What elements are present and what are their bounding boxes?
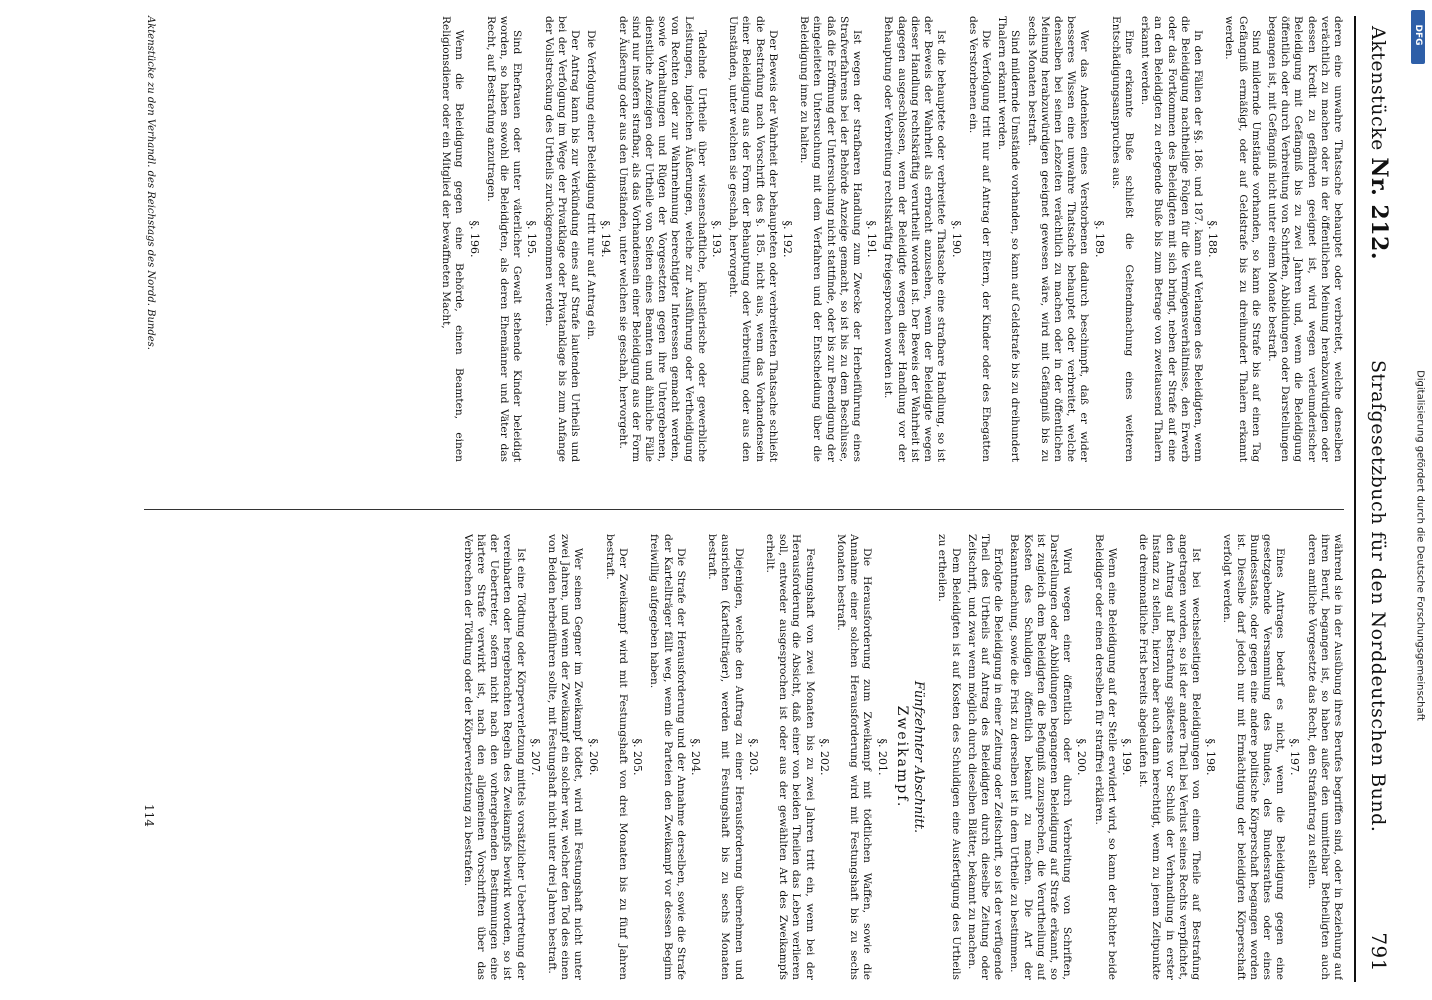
- header-aktenstuecke: Aktenstücke: [1367, 26, 1389, 151]
- section-number: §. 199.: [1119, 738, 1133, 776]
- paragraph: Sind mildernde Umstände vorhanden, so kann die Strafe bis auf einen Tag Gefängniß ermäßigt, oder auf Geldstrafe bis zu dreihundert Thalern erkannt werden.: [1223, 16, 1262, 462]
- paragraph: Eine erkannte Buße schließt die Geltendmachung eines weiteren Entschädigungsanspruches aus.: [1109, 16, 1135, 462]
- paragraph: Wenn die Beleidigung gegen eine Behörde, einen Beamten, einen Religionsdiener oder ein Mitglied der bewaffneten Macht,: [440, 16, 466, 462]
- paragraph: Der Beweis der Wahrheit der behaupteten oder verbreiteten Thatsache schließt die Bestrafung nach Vorschrift des §. 185. nicht aus, wenn das Vorhandensein einer Beleidigung aus der Form der Behauptung oder Verbreitung oder aus den Umständen, unter welchen sie geschah, hervorgeht.: [727, 16, 779, 462]
- paragraph: In den Fällen der §§. 186. und 187. kann auf Verlangen des Beleidigten, wenn die Beleidigung nachtheilige Folgen für die Vermögensverhältnisse, den Erwerb oder das Fortkommen des Beleidigten mit sich bringt, neben der Strafe auf eine an den Beleidigten zu erlegende Buße bis zum Betrage von zweitausend Thalern erkannt werden.: [1139, 16, 1204, 462]
- left-column: [164, 16, 1344, 462]
- section-number: §. 195.: [525, 220, 539, 258]
- page-number: 791: [1367, 932, 1391, 972]
- section-number: §. 188.: [1206, 220, 1220, 258]
- paragraph: Tadelnde Urtheile über wissenschaftliche, künstlerische oder gewerbliche Leistungen, ingleichen Äußerungen, welche zur Ausführung oder Vertheidigung von Rechten oder zur Wahrnehmung berechtigter Interessen gemacht werden, sowie Vorhaltungen und Rügen der Vorgesetzten gegen ihre Untergebenen, dienstliche Anzeigen oder Urtheile von Seiten eines Beamten und ähnliche Fälle sind nur insofern strafbar, als das Vorhandensein einer Beleidigung aus der Form der Äußerung oder aus den Umständen, unter welchen sie geschah, hervorgeht.: [616, 16, 708, 462]
- paragraph: Ist eine Tödtung oder Körperverletzung mittels vorsätzlicher Uebertretung der vereinbarten oder hergebrachten Regeln des Zweikampfs bewirkt worden, so ist der Uebertreter, sofern nicht nach den vorhergehenden Bestimmungen eine härtere Strafe verwirkt ist, nach den allgemeinen Vorschriften über das Verbrechen der Tödtung oder der Körperverletzung zu bestrafen.: [461, 534, 527, 980]
- paragraph: Eines Antrages bedarf es nicht, wenn die Beleidigung gegen eine gesetzgebende Versammlung des Bundes, des Bundesrathes oder eines Bundesstaats, oder gegen eine andere politische Körperschaft begangen worden ist. Dieselbe darf jedoch nur mit Ermächtigung der beleidigten Körperschaft verfolgt werden.: [1221, 534, 1287, 980]
- column-divider: [144, 509, 1344, 510]
- paragraph: Wenn eine Beleidigung auf der Stelle erwidert wird, so kann der Richter beide Beleidiger oder einen derselben für straffrei erklären.: [1092, 534, 1118, 980]
- signature-number: 114: [142, 804, 156, 827]
- footer-note: Aktenstücke zu den Verhandl. des Reichstags des Nordd. Bundes.: [145, 16, 156, 350]
- paragraph: Diejenigen, welche den Auftrag zu einer Herausforderung übernehmen und ausrichten (Kartellträger), werden mit Festungshaft bis zu sechs Monaten bestraft.: [706, 534, 745, 980]
- header-left: [1366, 26, 1392, 260]
- section-number: §. 200.: [1075, 738, 1089, 776]
- section-number: §. 202.: [817, 738, 831, 776]
- section-number: §. 201.: [875, 738, 889, 776]
- paragraph: Dem Beleidigten ist auf Kosten des Schuldigen eine Ausfertigung des Urtheils zu ertheilen.: [936, 534, 962, 980]
- paragraph: Sind mildernde Umstände vorhanden, so kann auf Geldstrafe bis zu dreihundert Thalern erkannt werden.: [996, 16, 1022, 462]
- paragraph: Wird wegen einer öffentlich oder durch Verbreitung von Schriften, Darstellungen oder Abbildungen begangenen Beleidigung auf Strafe erkannt, so ist zugleich dem Beleidigten die Befugniß zuzusprechen, die Verurtheilung auf Kosten des Schuldigen öffentlich bekannt zu machen. Die Art der Bekanntmachung, sowie die Frist zu derselben ist in dem Urtheile zu bestimmen.: [1008, 534, 1074, 980]
- section-number: §. 190.: [949, 220, 963, 258]
- right-column: [164, 534, 1344, 980]
- section-number: §. 205.: [631, 738, 645, 776]
- section-number: §. 196.: [467, 220, 481, 258]
- page-header: [1362, 26, 1392, 972]
- paragraph: Festungshaft von zwei Monaten bis zu zwei Jahren tritt ein, wenn bei der Herausforderung die Absicht, daß einer von beiden Theilen das Leben verlieren soll, entweder ausgesprochen ist oder aus der gewählten Art des Zweikampfs erhellt.: [764, 534, 816, 980]
- paragraph: Ist die behauptete oder verbreitete Thatsache eine strafbare Handlung, so ist der Beweis der Wahrheit als erbracht anzusehen, wenn der Beleidigte wegen dieser Handlung rechtskräftig verurtheilt worden ist. Der Beweis der Wahrheit ist dagegen ausgeschlossen, wenn der Beleidigte wegen dieser Handlung vor der Behauptung oder Verbreitung rechtskräftig freigesprochen worden ist.: [882, 16, 948, 462]
- paragraph: Erfolgte die Beleidigung in einer Zeitung oder Zeitschrift, so ist der verfügende Theil des Urtheils auf Antrag des Beleidigten durch dieselbe Zeitung oder Zeitschrift, und zwar wenn möglich durch dieselben Blätter, bekannt zu machen.: [965, 534, 1005, 980]
- section-number: §. 192.: [781, 220, 795, 258]
- section-number: §. 189.: [1092, 220, 1106, 258]
- watermark-text: Digitalisierung gefördert durch die Deutsche Forschungsgemeinschaft: [1414, 370, 1426, 721]
- header-nr: Nr. 212.: [1366, 157, 1392, 261]
- section-number: §. 206.: [586, 738, 600, 776]
- dfg-logo-text: DFG: [1413, 24, 1423, 46]
- paragraph: Der Zweikampf wird mit Festungshaft von drei Monaten bis zu fünf Jahren bestraft.: [603, 534, 630, 980]
- paragraph: Die Strafe der Herausforderung und der Annahme derselben, sowie die Strafe der Kartellträger fällt weg, wenn die Parteien den Zweikampf vor dessen Beginn freiwillig aufgegeben haben.: [648, 534, 687, 980]
- paragraph: Ist wegen der strafbaren Handlung zum Zwecke der Herbeiführung eines Strafverfahrens bei der Behörde Anzeige gemacht, so ist bis zu dem Beschlusse, daß die Eröffnung der Untersuchung nicht stattfinde, oder bis zur Beendigung der eingeleiteten Untersuchung mit dem Verfahren und der Entscheidung über die Beleidigung inne zu halten.: [798, 16, 864, 462]
- digitization-watermark: [1410, 120, 1426, 980]
- paragraph: Ist bei wechselseitigen Beleidigungen von einem Theile auf Bestrafung angetragen worden, so ist der andere Theil bei Verlust seines Rechts verpflichtet, den Antrag auf Bestrafung spätestens vor Schluß der Verhandlung in erster Instanz zu stellen, hierzu aber auch dann berechtigt, wenn zu jenem Zeitpunkte die dreimonatliche Frist bereits abgelaufen ist.: [1137, 534, 1202, 980]
- section-number: §. 194.: [599, 220, 613, 258]
- section-number: §. 203.: [746, 738, 760, 776]
- paragraph: Sind Ehefrauen oder unter väterlicher Gewalt stehende Kinder beleidigt worden, so haben sowohl die Beleidigten, als deren Ehemänner und Väter das Recht, auf Bestrafung anzutragen.: [484, 16, 524, 462]
- section-number: §. 191.: [865, 220, 879, 258]
- section-number: §. 207.: [528, 738, 542, 776]
- paragraph: deren eine unwahre Thatsache behauptet oder verbreitet, welche denselben verächtlich zu machen oder in der öffentlichen Meinung herabzuwürdigen oder dessen Kredit zu gefährden geeignet ist, wird wegen verleumderischer Beleidigung mit Gefängniß bis zu zwei Jahren und, wenn die Beleidigung öffentlich oder durch Verbreitung von Schriften, Abbildungen oder Darstellungen begangen ist, mit Gefängniß nicht unter einem Monate bestraft.: [1265, 16, 1344, 462]
- paragraph: Die Verfolgung tritt nur auf Antrag der Eltern, der Kinder oder des Ehegatten des Verstorbenen ein.: [966, 16, 992, 462]
- section-number: §. 197.: [1288, 738, 1302, 776]
- chapter-subtitle: Zweikampf.: [893, 705, 910, 809]
- header-rule: [1354, 16, 1356, 982]
- paragraph: Die Verfolgung einer Beleidigung tritt nur auf Antrag ein.: [585, 30, 598, 341]
- section-number: §. 204.: [689, 738, 703, 776]
- header-title: Strafgesetzbuch für den Norddeutschen Bund.: [1367, 359, 1389, 833]
- paragraph: Der Antrag kann bis zur Verkündung eines auf Strafe lautenden Urtheils und bei der Verfolgung im Wege der Privatklage oder Privatanklage bis zum Anfange der Vollstreckung des Urtheils zurückgenommen werden.: [542, 16, 582, 462]
- document-page: [64, 4, 1400, 994]
- dfg-logo: [1411, 10, 1425, 64]
- chapter-title: Fünfzehnter Abschnitt.: [911, 680, 927, 834]
- paragraph: während sie in der Ausübung ihres Berufes begriffen sind, oder in Beziehung auf ihren Beruf, begangen ist, so haben außer den unmittelbar Betheiligten auch deren amtliche Vorgesetzte das Recht, den Strafantrag zu stellen.: [1305, 534, 1344, 980]
- paragraph: Wer seinen Gegner im Zweikampf tödtet, wird mit Festungshaft nicht unter zwei Jahren, und wenn der Zweikampf ein solcher war, welcher den Tod des einen von Beiden herbeiführen sollte, mit Festungshaft nicht unter drei Jahren bestraft.: [546, 534, 585, 980]
- section-number: §. 198.: [1204, 738, 1218, 776]
- paragraph: Wer das Andenken eines Verstorbenen dadurch beschimpft, daß er wider besseres Wissen eine unwahre Thatsache behauptet oder verbreitet, welche denselben bei seinen Lebzeiten verächtlich zu machen oder in der öffentlichen Meinung herabzuwürdigen geeignet gewesen wäre, wird mit Gefängniß bis zu sechs Monaten bestraft.: [1025, 16, 1091, 462]
- section-number: §. 193.: [710, 220, 724, 258]
- paragraph: Die Herausforderung zum Zweikampf mit tödtlichen Waffen, sowie die Annahme einer solchen Herausforderung wird mit Festungshaft bis zu sechs Monaten bestraft.: [835, 534, 874, 980]
